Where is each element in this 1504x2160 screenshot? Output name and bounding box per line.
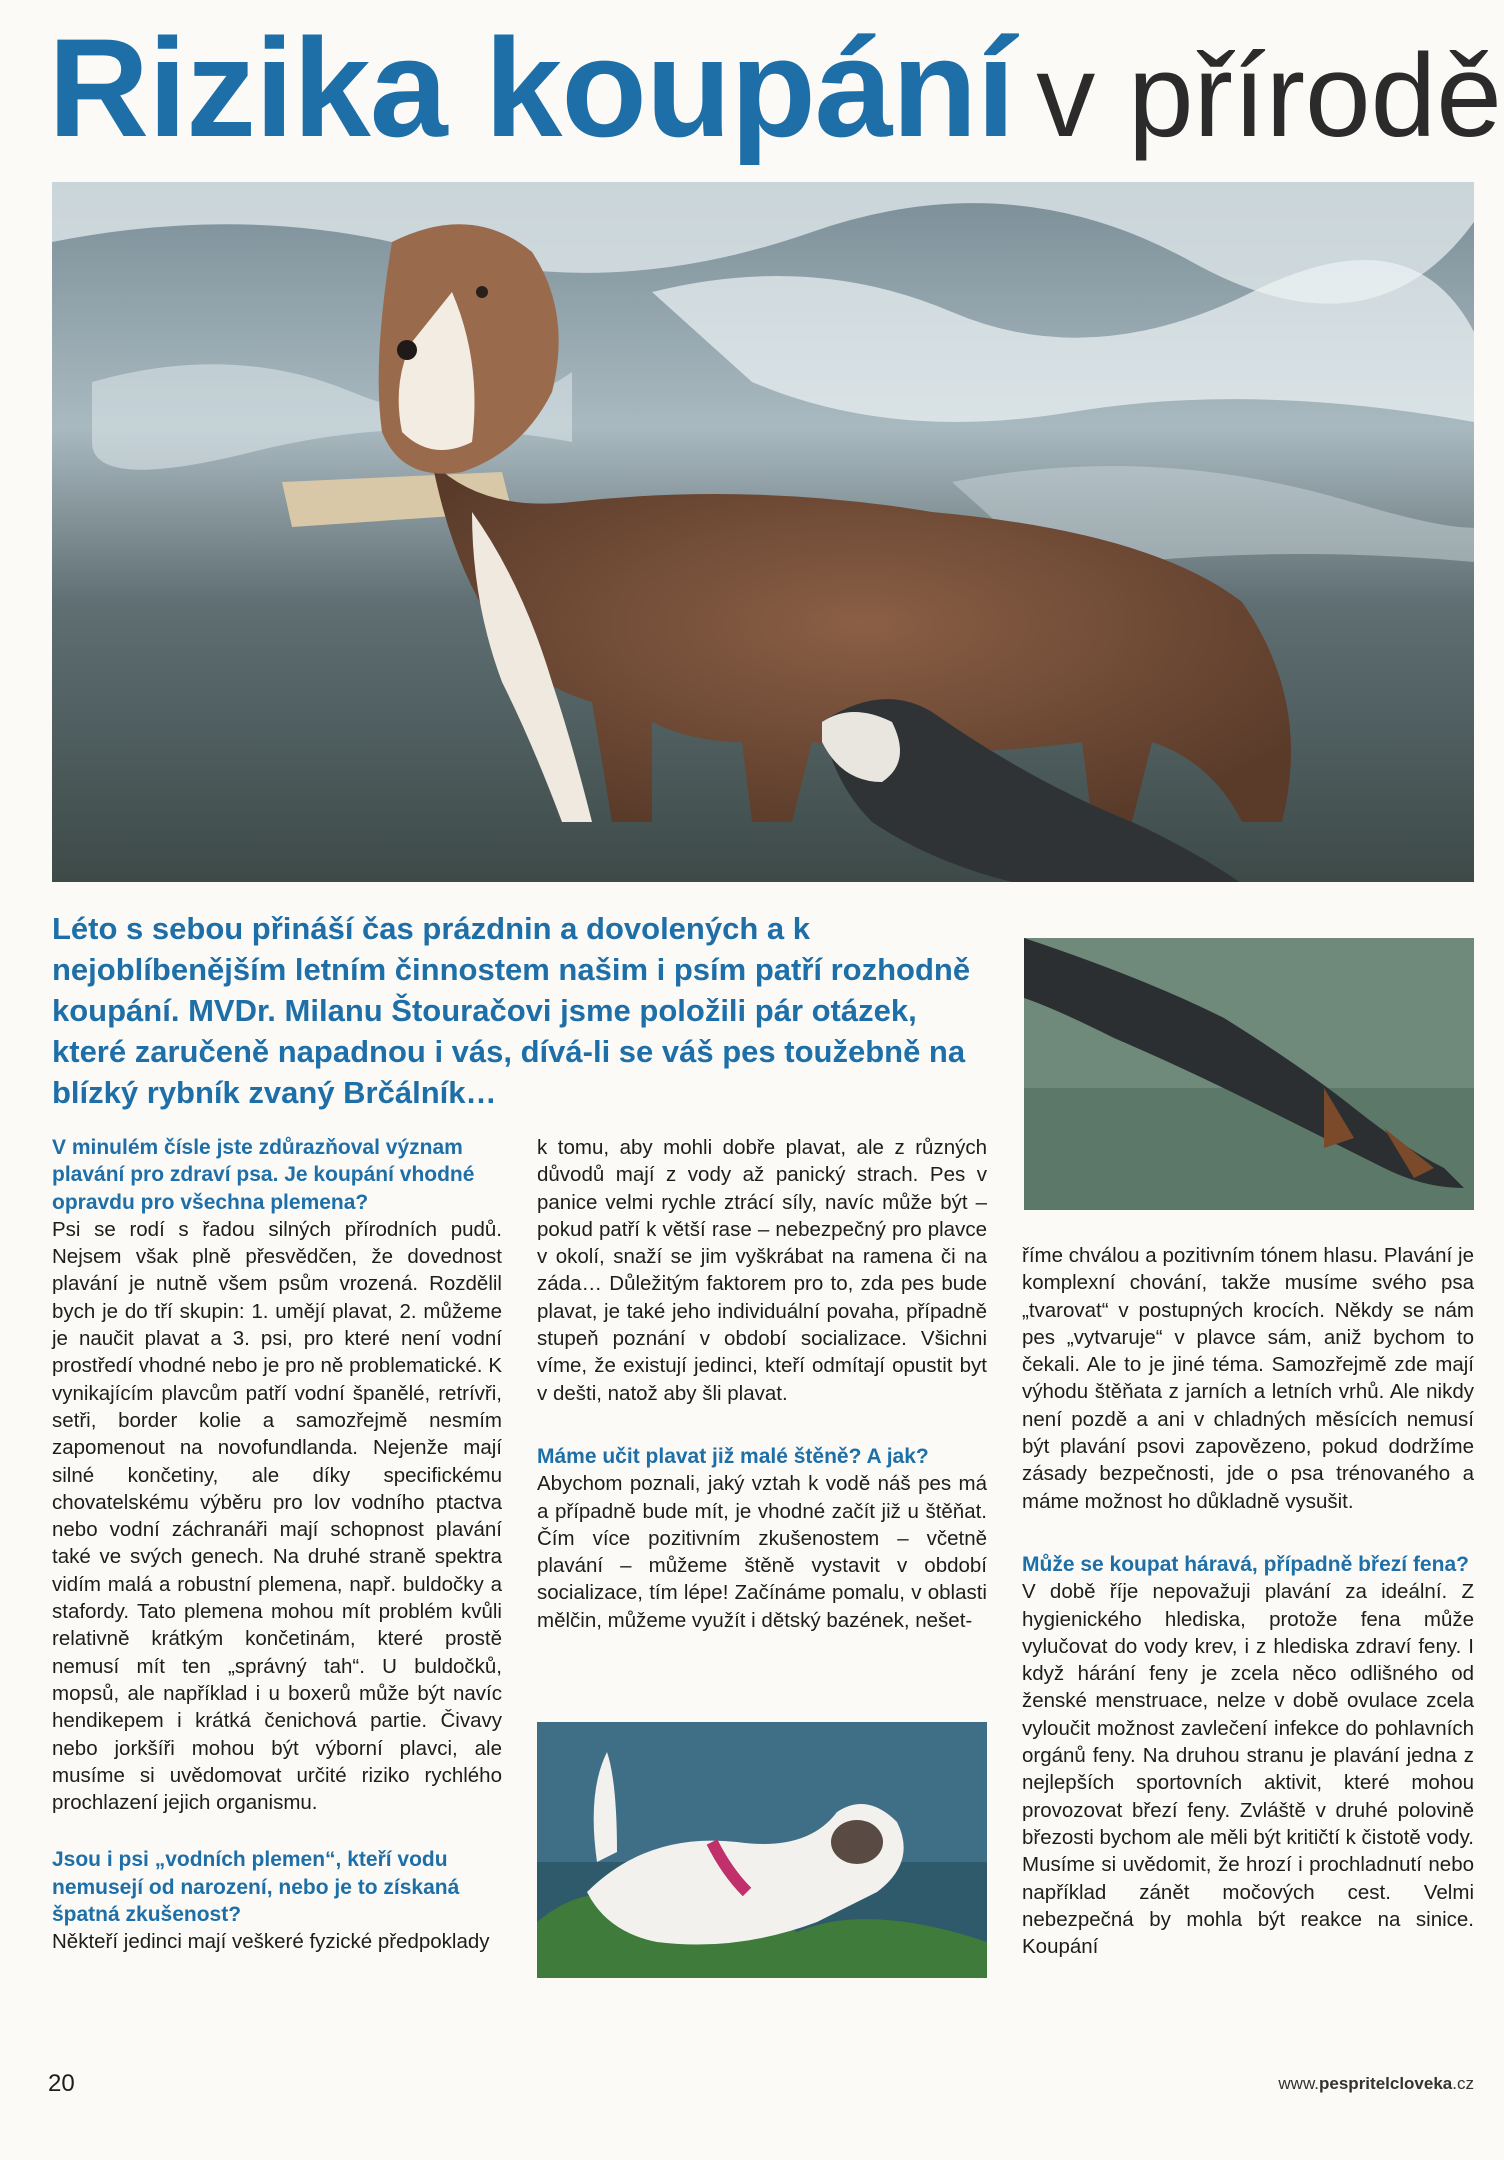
site-name: pespritelcloveka xyxy=(1319,2074,1453,2093)
question-4: Může se koupat háravá, případně březí fena? xyxy=(1022,1552,1469,1576)
title-bold: Rizika koupání xyxy=(48,9,1015,166)
column-1 xyxy=(52,1134,502,1956)
lead-paragraph: Léto s sebou přináší čas prázdnin a dovolených a k nejoblíbenějším letním činnostem našim i psím patří rozhodně koupání. MVDr. Milanu Štouračovi jsme položili pár otázek, které zaručeně napadnou i vás, dívá-li se váš pes toužebně na blízký rybník zvaný Brčálník… xyxy=(52,911,971,1110)
answer-2-start: Někteří jedinci mají veškeré fyzické předpoklady xyxy=(52,1930,490,1954)
article-title xyxy=(48,9,1502,166)
column-2 xyxy=(537,1134,987,1634)
side-photo xyxy=(1024,938,1474,1210)
column-3 xyxy=(1022,1242,1474,1960)
answer-3-start: Abychom poznali, jaký vztah k vodě náš pes má a případně bude mít, je vhodné začít již u štěňat. Čím více pozitivním zkušenostem – včetně plavání – můžeme štěně vystavit v období socializace, tím lépe! Začínáme pomalu, v oblasti mělčin, můžeme využít i dětský bazének, nešet- xyxy=(537,1472,987,1632)
page-number: 20 xyxy=(48,2070,75,2097)
question-3: Máme učit plavat již malé štěně? A jak? xyxy=(537,1444,929,1468)
question-1: V minulém čísle jste zdůrazňoval význam plavání pro zdraví psa. Je koupání vhodné opravdu pro všechna plemena? xyxy=(52,1136,475,1214)
site-suffix: .cz xyxy=(1452,2074,1474,2093)
side-photo-image xyxy=(1024,938,1474,1210)
terrier-photo xyxy=(537,1722,987,1978)
main-photo xyxy=(52,182,1474,882)
terrier-photo-image xyxy=(537,1722,987,1978)
answer-1: Psi se rodí s řadou silných přírodních pudů. Nejsem však plně přesvědčen, že dovednost plavání je nutně všem psům vrozená. Rozdělil bych je do tří skupin: 1. umějí plavat, 2. můžeme je naučit plavat a 3. psi, pro které není vodní prostředí vhodné nebo je pro ně problematické. K vynikajícím plavcům patří vodní španělé, retrívři, setři, border kolie a samozřejmě nesmím zapomenout na novofundlanda. Nejenže mají silné končetiny, ale díky specifickému chovatelskému výběru pro lov vodního ptactva nebo vodní záchranáři mají schopnost plavání také ve svých genech. Na druhé straně spektra vidím malá a robustní plemena, např. buldočky a stafordy. Tato plemena mohou mít problém kvůli relativně krátkým končetinám, které prostě nemusí mít ten „správný tah“. U buldočků, mopsů, ale například i u boxerů může být navíc hendikepem i krátká čenichová partie. Čivavy nebo jorkšíři mohou být výborní plavci, ale musíme si uvědomovat určité riziko rychlého prochlazení jejich organismu. xyxy=(52,1217,502,1815)
site-prefix: www. xyxy=(1278,2074,1320,2093)
website-link[interactable] xyxy=(1278,2074,1474,2094)
title-light: v přírodě xyxy=(1036,30,1502,162)
answer-4: V době říje nepovažuji plavání za ideální. Z hygienického hlediska, protože fena může vylučovat do vody krev, i z hlediska zdraví feny. I když hárání feny je zcela něco odlišného od ženské menstruace, nelze v době ovulace zcela vyloučit možnost zavlečení infekce do pohlavních orgánů feny. Na druhou stranu je plavání jedna z nejlepších sportovních aktivit, které mohou provozovat březí feny. Zvláště v druhé polovině březosti bychom ale měli být kritičtí k čistotě vody. Musíme si uvědomit, že hrozí i prochladnutí nebo například zánět močových cest. Velmi nebezpečná by mohla být reakce na sinice. Koupání xyxy=(1022,1580,1474,1959)
answer-3-continued: říme chválou a pozitivním tónem hlasu. Plavání je komplexní chování, takže musíme svého psa „tvarovat“ v postupných krocích. Někdy se nám pes „vytvaruje“ v plavce sám, aniž bychom to čekali. Ale to je jiné téma. Samozřejmě zde mají výhodu štěňata z jarních a letních vrhů. Ale nikdy není pozdě a ani v chladných měsících nemusí být plavání psovi zapovězeno, pokud dodržíme zásady bezpečnosti, jde o psa trénovaného a máme možnost ho důkladně vysušit. xyxy=(1022,1244,1474,1513)
question-2: Jsou i psi „vodních plemen“, kteří vodu nemusejí od narození, nebo je to získaná špatná zkušenost? xyxy=(52,1848,460,1927)
answer-2-continued: k tomu, aby mohli dobře plavat, ale z různých důvodů mají z vody až panický strach. Pes v panice velmi rychle ztrácí síly, navíc může být – pokud patří k větší rase – nebezpečný pro plavce v okolí, snaží se jim vyškrábat na ramena či na záda… Důležitým faktorem pro to, zda pes bude plavat, je také jeho individuální povaha, případně stupeň poznání v období socializace. Všichni víme, že existují jedinci, kteří odmítají opustit byt v dešti, natož aby šli plavat. xyxy=(537,1136,987,1405)
main-photo-image xyxy=(52,182,1474,882)
